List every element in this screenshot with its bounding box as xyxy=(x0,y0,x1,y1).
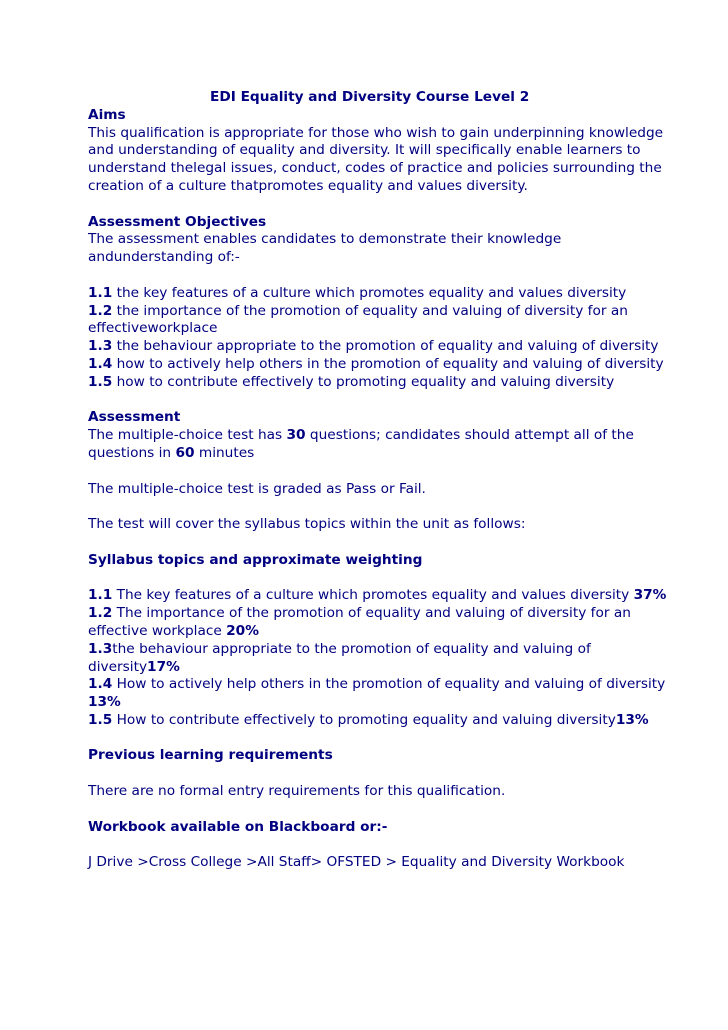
weighting-percent: 17% xyxy=(147,658,180,675)
aims-line: and understanding of equality and diversity. It will specifically enable learners to xyxy=(88,142,641,159)
assessment-text: questions; candidates should attempt all of the xyxy=(305,427,634,444)
graded-text: The multiple-choice test is graded as Pass or Fail. xyxy=(88,480,426,497)
objectives-intro-line: andunderstanding of:- xyxy=(88,249,240,266)
syllabus-item xyxy=(88,676,666,694)
syllabus-number: 1.4 xyxy=(88,676,113,693)
objective-item xyxy=(88,355,664,374)
syllabus-heading: Syllabus topics and approximate weighting xyxy=(88,551,423,568)
objective-number: 1.3 xyxy=(88,338,113,355)
question-count: 30 xyxy=(286,427,306,444)
assessment-line xyxy=(88,445,648,463)
previous-learning-text: There are no formal entry requirements for this qualification. xyxy=(88,783,506,800)
objectives-intro-line: The assessment enables candidates to demonstrate their knowledge xyxy=(88,231,562,248)
objective-item xyxy=(88,303,648,321)
syllabus-item-continued xyxy=(88,694,648,712)
syllabus-text: How to contribute effectively to promoting equality and valuing diversity xyxy=(112,711,616,728)
weighting-percent: 13% xyxy=(615,711,649,728)
objective-number: 1.2 xyxy=(88,302,113,319)
objectives-heading: Assessment Objectives xyxy=(88,213,267,230)
objective-text: how to contribute effectively to promoting equality and valuing diversity xyxy=(112,373,615,390)
objective-number: 1.1 xyxy=(88,284,113,301)
syllabus-text: The importance of the promotion of equality and valuing of diversity for an xyxy=(112,605,631,622)
aims-heading: Aims xyxy=(88,106,126,123)
previous-learning-heading: Previous learning requirements xyxy=(88,747,333,764)
syllabus-item xyxy=(88,587,667,605)
workbook-heading: Workbook available on Blackboard or:- xyxy=(88,818,388,835)
minutes-count: 60 xyxy=(175,444,195,461)
syllabus-text: The key features of a culture which promotes equality and values diversity xyxy=(112,587,634,604)
assessment-line xyxy=(88,427,648,445)
syllabus-item xyxy=(88,641,648,659)
syllabus-text: the behaviour appropriate to the promotion of equality and valuing of xyxy=(112,640,591,657)
document-title: EDI Equality and Diversity Course Level 2 xyxy=(210,89,530,105)
syllabus-item xyxy=(88,605,648,623)
aims-line: understand thelegal issues, conduct, codes of practice and policies surrounding the xyxy=(88,160,662,177)
objective-item xyxy=(88,338,659,356)
objective-item xyxy=(88,374,648,392)
syllabus-number: 1.2 xyxy=(88,605,113,622)
weighting-percent: 13% xyxy=(88,694,121,711)
objective-item xyxy=(88,285,648,303)
document-body xyxy=(88,89,667,872)
aims-line: creation of a culture thatpromotes equality and values diversity. xyxy=(88,177,528,194)
aims-line: This qualification is appropriate for those who wish to gain underpinning knowledge xyxy=(88,124,664,141)
assessment-heading: Assessment xyxy=(88,409,181,426)
objective-number: 1.5 xyxy=(88,373,113,390)
assessment-text: The multiple-choice test has xyxy=(88,427,287,444)
weighting-percent: 37% xyxy=(633,587,667,604)
objective-text: the behaviour appropriate to the promotion of equality and valuing of diversity xyxy=(112,338,659,355)
syllabus-text: How to actively help others in the promotion of equality and valuing of diversity xyxy=(112,676,666,693)
assessment-text: questions in xyxy=(88,444,176,461)
objective-text: how to actively help others in the promotion of equality and valuing of diversity xyxy=(112,355,664,372)
objective-item-continued: effectiveworkplace xyxy=(88,320,218,337)
objective-text: the importance of the promotion of equality and valuing of diversity for an xyxy=(112,302,628,319)
syllabus-item-continued xyxy=(88,623,648,641)
syllabus-text: diversity xyxy=(88,658,148,675)
syllabus-item-continued xyxy=(88,659,648,677)
objective-text: the key features of a culture which promotes equality and values diversity xyxy=(112,284,627,301)
syllabus-number: 1.1 xyxy=(88,587,113,604)
syllabus-number: 1.3 xyxy=(88,640,113,657)
objective-number: 1.4 xyxy=(88,355,113,372)
syllabus-item xyxy=(88,712,648,730)
assessment-text: minutes xyxy=(194,444,255,461)
weighting-percent: 20% xyxy=(226,622,259,639)
syllabus-number: 1.5 xyxy=(88,711,113,728)
coverage-text: The test will cover the syllabus topics within the unit as follows: xyxy=(88,516,526,533)
workbook-path: J Drive >Cross College >All Staff> OFSTED > Equality and Diversity Workbook xyxy=(88,854,625,871)
syllabus-text: effective workplace xyxy=(88,622,227,639)
